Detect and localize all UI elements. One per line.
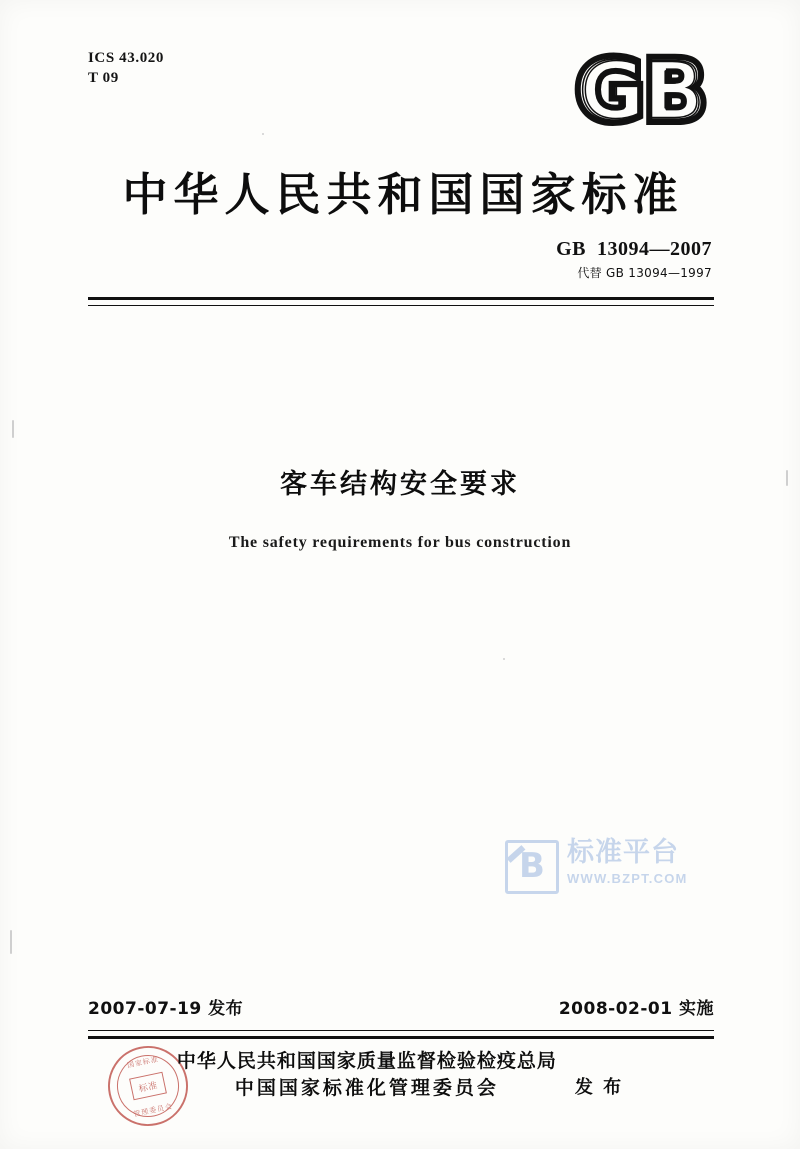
gb-logo-icon xyxy=(568,46,714,142)
issuer-publish-label: 发 布 xyxy=(574,1077,624,1098)
issue-date: 2007-07-19 发布 xyxy=(88,999,244,1019)
effective-date: 2008-02-01 实施 xyxy=(558,999,714,1019)
watermark xyxy=(505,838,688,894)
issuer-block xyxy=(0,1048,800,1102)
document-title-cn: 客车结构安全要求 xyxy=(280,469,520,500)
replaces-standard: 代替 GB 13094—1997 xyxy=(577,266,712,280)
seal-core-text: 标准 xyxy=(129,1072,167,1101)
classification-codes xyxy=(88,48,164,88)
scan-speck xyxy=(10,930,12,954)
issuer-names xyxy=(177,1048,557,1102)
scan-speck xyxy=(262,133,264,135)
standard-classification-code: T 09 xyxy=(88,70,119,86)
ics-code: ICS 43.020 xyxy=(88,50,165,66)
page-title: 中华人民共和国国家标准 xyxy=(122,168,684,221)
dates-row xyxy=(88,994,714,1019)
document-title-en: The safety requirements for bus construction xyxy=(228,534,572,551)
watermark-label: 标准平台 xyxy=(567,837,679,868)
watermark-text-block xyxy=(567,838,688,886)
divider-thick-top xyxy=(88,297,714,300)
issuer-line-1: 中华人民共和国国家质量监督检验检疫总局 xyxy=(176,1050,557,1072)
seal-arc-top-text: 国家标准 xyxy=(126,1055,160,1070)
seal-arc-bottom-text: 管理委员会 xyxy=(132,1102,174,1119)
scan-speck xyxy=(503,658,505,660)
watermark-logo-icon xyxy=(505,840,559,894)
divider-thick-bottom xyxy=(88,1036,714,1039)
issuer-line-2: 中国国家标准化管理委员会 xyxy=(234,1077,499,1099)
standard-number: GB 13094—2007 xyxy=(556,238,712,260)
standard-number-block xyxy=(556,238,712,281)
scan-speck xyxy=(12,420,14,438)
divider-thin-top xyxy=(88,305,714,306)
divider-thin-bottom xyxy=(88,1030,714,1031)
watermark-url: WWW.BZPT.COM xyxy=(567,871,688,886)
